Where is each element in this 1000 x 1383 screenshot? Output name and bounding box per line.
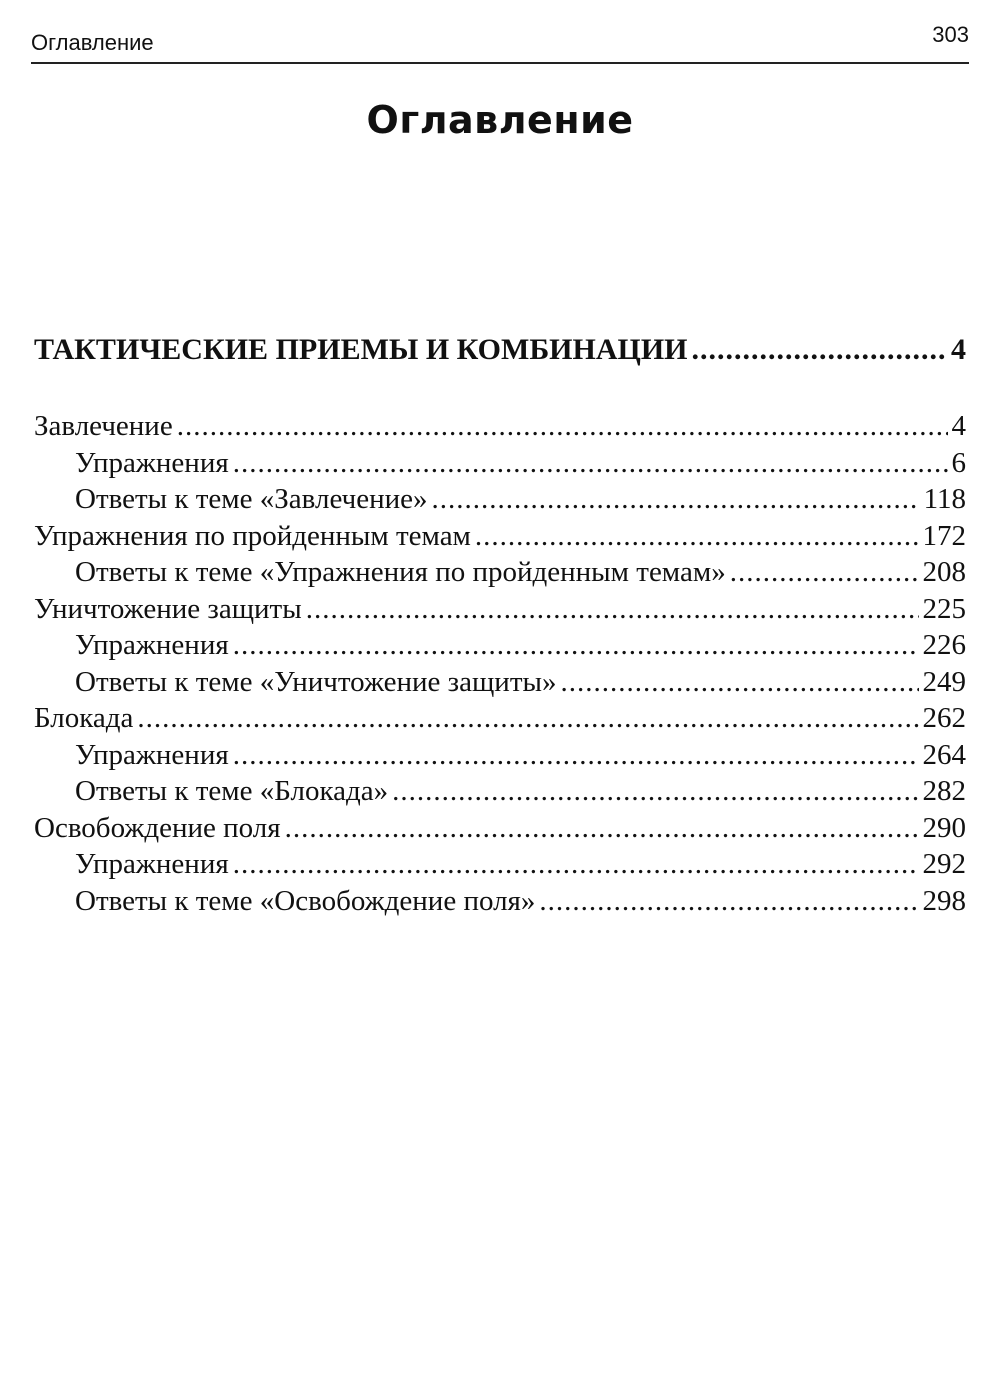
page-number: 303 <box>932 22 969 47</box>
toc-entry-label: Упражнения <box>75 629 229 661</box>
toc-entry-subsection[interactable] <box>34 846 966 883</box>
toc-entry-chapter[interactable] <box>34 810 966 847</box>
toc-entry-page: 4 <box>951 410 966 442</box>
toc-entry-label: Упражнения по пройденным темам <box>34 519 471 552</box>
toc-entry-subsection[interactable] <box>34 627 966 664</box>
toc-entry-label: Упражнения <box>75 738 229 771</box>
toc-part-page: 4 <box>951 333 966 366</box>
toc-entry-page: 225 <box>922 592 966 625</box>
toc-entry-chapter[interactable] <box>34 591 966 628</box>
toc-entry-page: 249 <box>922 665 966 698</box>
toc-entry-page: 208 <box>922 556 966 588</box>
toc-entry-subsection[interactable] <box>34 737 966 774</box>
toc-entry-label: Упражнения <box>75 848 229 880</box>
dot-leader <box>692 332 947 368</box>
toc-entry-subsection[interactable] <box>34 445 966 482</box>
dot-leader <box>475 518 919 555</box>
dot-leader <box>431 481 919 518</box>
toc-entry-label: Ответы к теме «Завлечение» <box>75 483 428 515</box>
toc-entry-subsection[interactable] <box>34 481 966 518</box>
toc-entry-label: Упражнения <box>75 446 229 479</box>
toc-entry-label: Ответы к теме «Блокада» <box>75 775 389 807</box>
dot-leader <box>233 737 919 774</box>
toc-entry-page: 118 <box>923 483 966 515</box>
toc-entry-subsection[interactable] <box>34 554 966 591</box>
toc-entry-page: 172 <box>922 519 966 552</box>
toc-entry-label: Ответы к теме «Освобождение поля» <box>75 884 536 917</box>
toc-entry-label: Завлечение <box>34 410 173 442</box>
dot-leader <box>306 591 919 628</box>
toc-entry-label: Блокада <box>34 702 134 734</box>
toc-entry-page: 282 <box>922 775 966 807</box>
table-of-contents <box>34 332 966 919</box>
dot-leader <box>730 554 919 591</box>
toc-entry-page: 226 <box>922 629 966 661</box>
toc-part-heading[interactable] <box>34 332 966 368</box>
toc-entry-chapter[interactable] <box>34 700 966 737</box>
toc-entry-label: Освобождение поля <box>34 811 281 844</box>
toc-entry-subsection[interactable] <box>34 664 966 701</box>
toc-entry-label: Ответы к теме «Уничтожение защиты» <box>75 665 557 698</box>
page-title: Оглавление <box>366 98 634 142</box>
toc-entry-label: Ответы к теме «Упражнения по пройденным темам» <box>75 556 726 588</box>
toc-entry-page: 264 <box>922 738 966 771</box>
dot-leader <box>137 700 918 737</box>
running-head <box>31 20 969 64</box>
running-head-section: Оглавление <box>31 30 154 55</box>
toc-entry-page: 298 <box>922 884 966 917</box>
dot-leader <box>233 627 919 664</box>
dot-leader <box>177 408 948 445</box>
toc-entry-subsection[interactable] <box>34 883 966 920</box>
dot-leader <box>285 810 919 847</box>
toc-entry-page: 262 <box>922 702 966 734</box>
dot-leader <box>560 664 918 701</box>
toc-entry-subsection[interactable] <box>34 773 966 810</box>
toc-entry-label: Уничтожение защиты <box>34 592 302 625</box>
toc-entry-page: 6 <box>951 446 966 479</box>
dot-leader <box>539 883 918 920</box>
dot-leader <box>233 846 919 883</box>
dot-leader <box>392 773 918 810</box>
toc-entry-page: 290 <box>922 811 966 844</box>
toc-entry-page: 292 <box>922 848 966 880</box>
dot-leader <box>233 445 948 482</box>
toc-entry-chapter[interactable] <box>34 518 966 555</box>
toc-part-label: ТАКТИЧЕСКИЕ ПРИЕМЫ И КОМБИНАЦИИ <box>34 333 688 366</box>
toc-entry-chapter[interactable] <box>34 408 966 445</box>
